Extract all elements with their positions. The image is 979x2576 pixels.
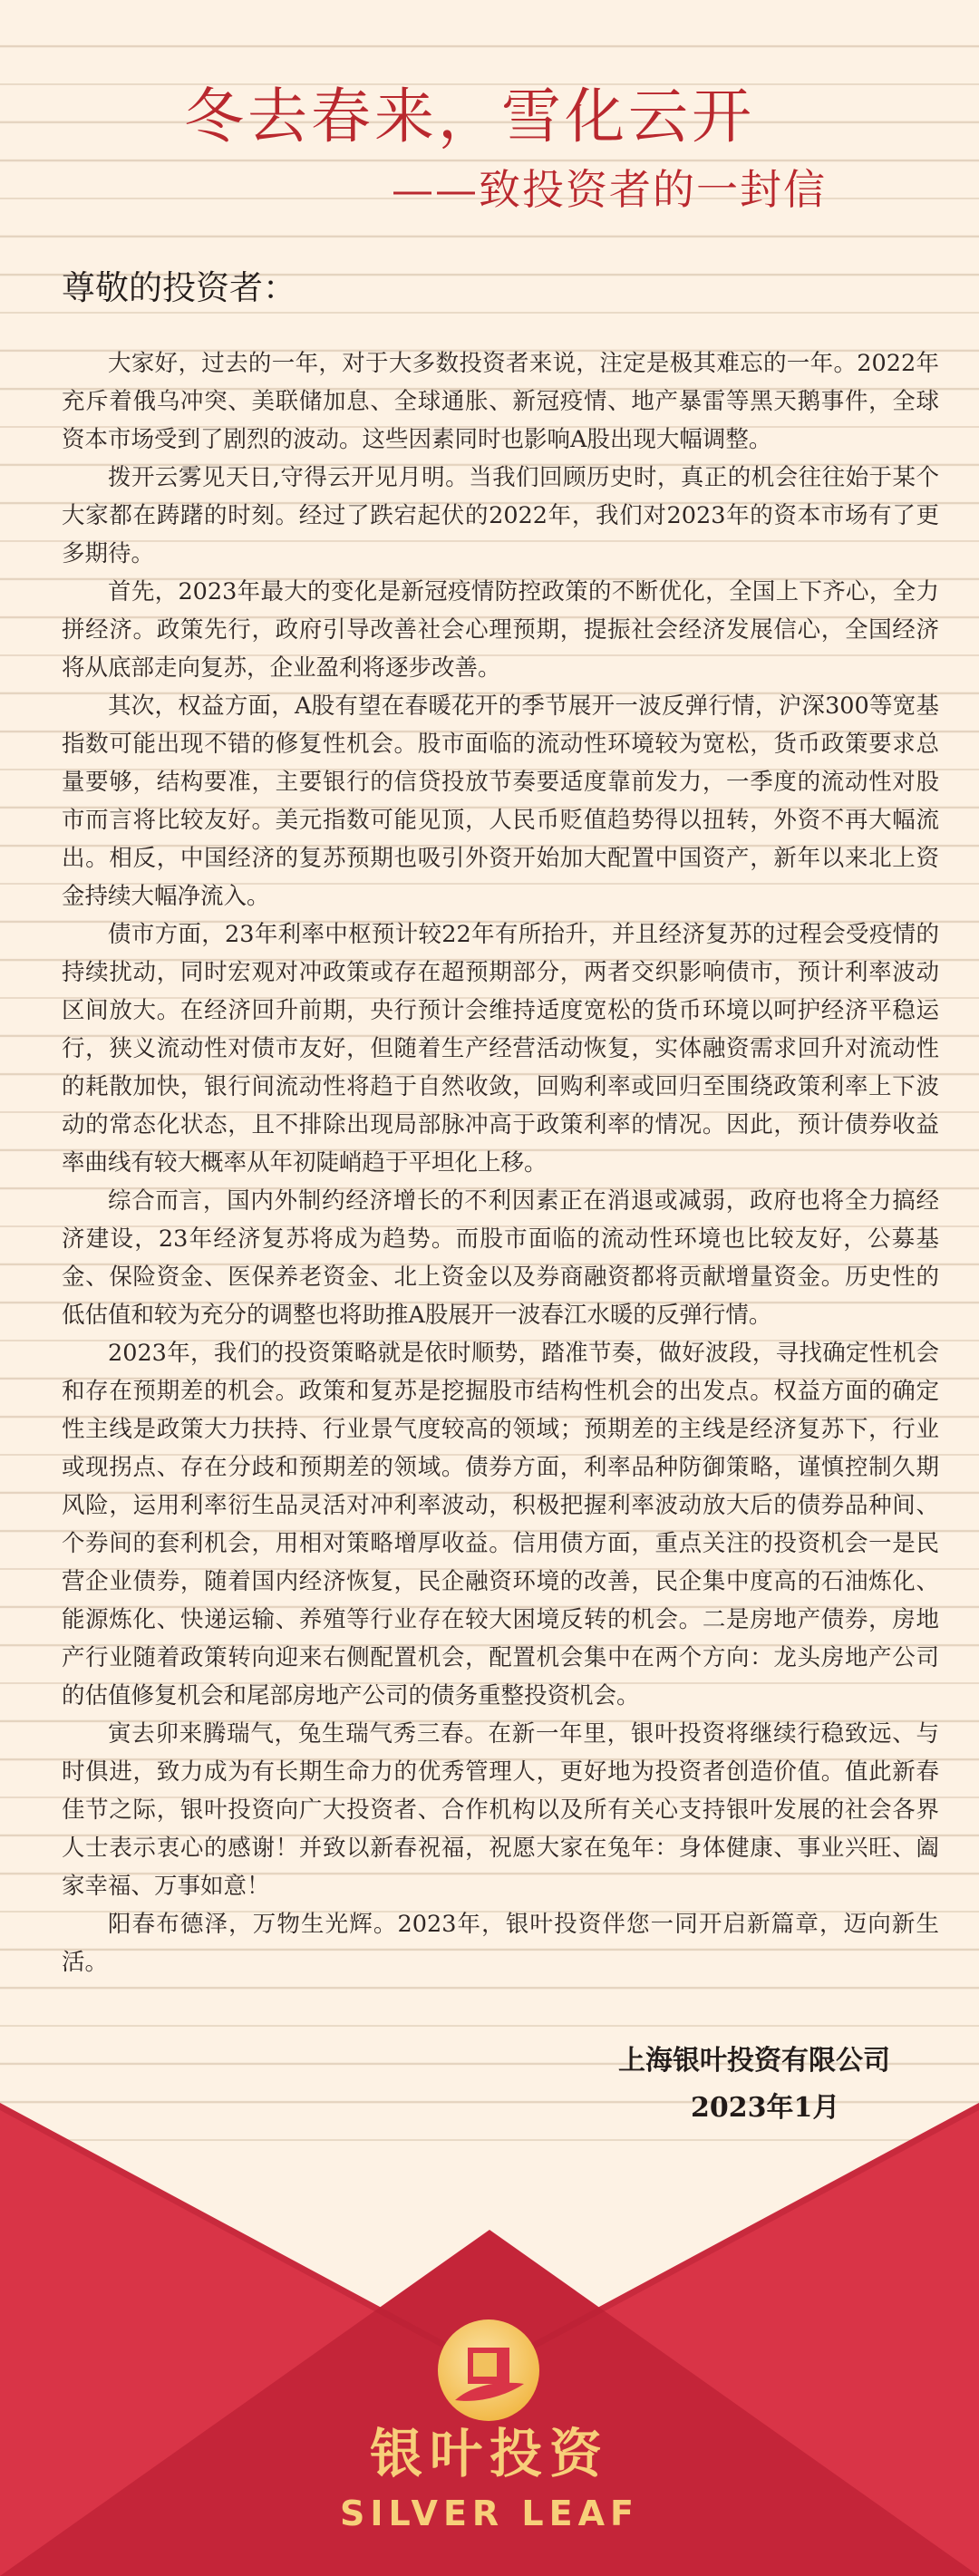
company-name: 上海银叶投资有限公司 bbox=[618, 2045, 890, 2077]
letter-date: 2023年1月 bbox=[691, 2092, 840, 2124]
paragraph: 首先，2023年最大的变化是新冠疫情防控政策的不断优化，全国上下齐心，全力拼经济。政策先行，政府引导改善社会心理预期，提振社会经济发展信心，全国经济将从底部走向复苏，企业盈利将逐步改善。 bbox=[62, 578, 939, 682]
paragraph: 其次，权益方面，A股有望在春暖花开的季节展开一波反弹行情，沪深300等宽基指数可能出现不错的修复性机会。股市面临的流动性环境较为宽松，货币政策要求总量要够，结构要准，主要银行的信贷投放节奏要适度靠前发力，一季度的流动性对股市而言将比较友好。美元指数可能见顶，人民币贬值趋势得以扭转，外资不再大幅流出。相反，中国经济的复苏预期也吸引外资开始加大配置中国资产，新年以来北上资金持续大幅净流入。 bbox=[62, 692, 939, 910]
paragraph: 债市方面，23年利率中枢预计较22年有所抬升，并且经济复苏的过程会受疫情的持续扰动，同时宏观对冲政策或存在超预期部分，两者交织影响债市，预计利率波动区间放大。在经济回升前期，央行预计会维持适度宽松的货币环境以呵护经济平稳运行，狭义流动性对债市友好，但随着生产经营活动恢复，实体融资需求回升对流动性的耗散加快，银行间流动性将趋于自然收敛，回购利率或回归至围绕政策利率上下波动的常态化状态，且不排除出现局部脉冲高于政策利率的情况。因此，预计债券收益率曲线有较大概率从年初陡峭趋于平坦化上移。 bbox=[62, 921, 939, 1177]
paragraph: 2023年，我们的投资策略就是依时顺势，踏准节奏，做好波段，寻找确定性机会和存在预期差的机会。政策和复苏是挖掘股市结构性机会的出发点。权益方面的确定性主线是政策大力扶持、行业景气度较高的领域；预期差的主线是经济复苏下，行业或现拐点、存在分歧和预期差的领域。债券方面，利率品种防御策略，谨慎控制久期风险，运用利率衍生品灵活对冲利率波动，积极把握利率波动放大后的债券品种间、个券间的套利机会，用相对策略增厚收益。信用债方面，重点关注的投资机会一是民营企业债券，随着国内经济恢复，民企融资环境的改善，民企集中度高的石油炼化、能源炼化、快递运输、养殖等行业存在较大困境反转的机会。二是房地产债券，房地产行业随着政策转向迎来右侧配置机会，配置机会集中在两个方向：龙头房地产公司的估值修复机会和尾部房地产公司的债务重整投资机会。 bbox=[62, 1340, 939, 1709]
paragraph: 寅去卯来腾瑞气，兔生瑞气秀三春。在新一年里，银叶投资将继续行稳致远、与时俱进，致力成为有长期生命力的优秀管理人，更好地为投资者创造价值。值此新春佳节之际，银叶投资向广大投资者、合作机构以及所有关心支持银叶发展的社会各界人士表示衷心的感谢！并致以新春祝福，祝愿大家在兔年：身体健康、事业兴旺、阖家幸福、万事如意！ bbox=[62, 1720, 939, 1900]
silver-leaf-logo-icon bbox=[435, 2317, 542, 2424]
letter-body bbox=[62, 344, 939, 1981]
brand-name-cn: 银叶投资 bbox=[369, 2423, 609, 2484]
salutation: 尊敬的投资者： bbox=[62, 268, 296, 307]
brand-name-en: SILVER LEAF bbox=[340, 2494, 639, 2533]
paragraph: 综合而言，国内外制约经济增长的不利因素正在消退或减弱，政府也将全力搞经济建设，23年经济复苏将成为趋势。而股市面临的流动性环境也比较友好，公募基金、保险资金、医保养老资金、北上资金以及券商融资都将贡献增量资金。历史性的低估值和较为充分的调整也将助推A股展开一波春江水暖的反弹行情。 bbox=[62, 1187, 939, 1329]
letter-subtitle: ——致投资者的一封信 bbox=[392, 165, 827, 214]
paragraph: 大家好，过去的一年，对于大多数投资者来说，注定是极其难忘的一年。2022年充斥着俄乌冲突、美联储加息、全球通胀、新冠疫情、地产暴雷等黑天鹅事件，全球资本市场受到了剧烈的波动。这些因素同时也影响A股出现大幅调整。 bbox=[62, 350, 939, 453]
letter-title: 冬去春来，雪化云开 bbox=[184, 82, 755, 151]
paragraph: 拨开云雾见天日,守得云开见月明。当我们回顾历史时，真正的机会往往始于某个大家都在踌躇的时刻。经过了跌宕起伏的2022年，我们对2023年的资本市场有了更多期待。 bbox=[62, 464, 939, 567]
paragraph: 阳春布德泽，万物生光辉。2023年，银叶投资伴您一同开启新篇章，迈向新生活。 bbox=[62, 1911, 939, 1976]
